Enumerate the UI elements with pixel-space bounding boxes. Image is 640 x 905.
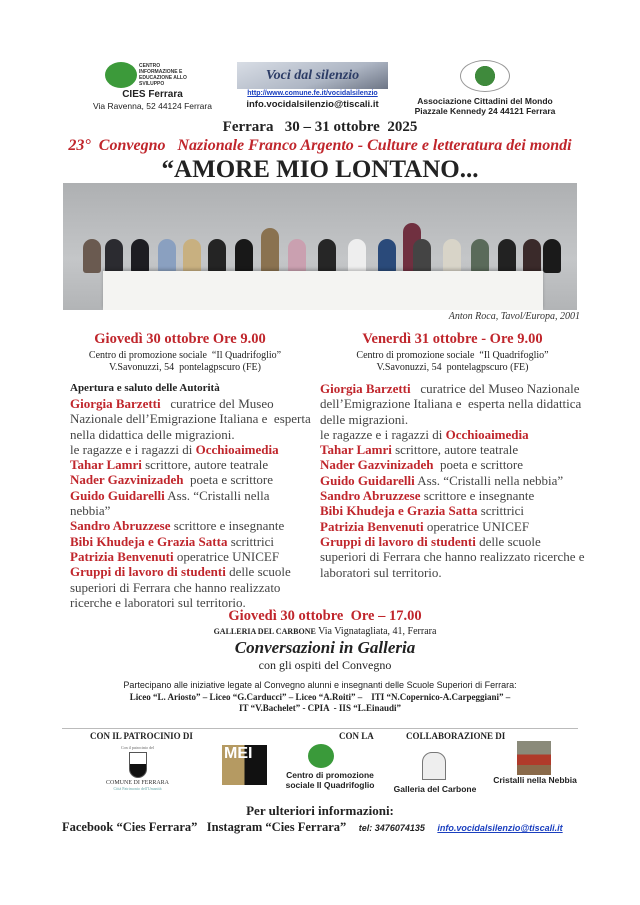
day1-venue: Centro di promozione sociale “Il Quadrifoglio” xyxy=(88,350,282,361)
day1-heading: Giovedì 30 ottobre Ore 9.00 xyxy=(94,331,266,347)
item-prefix: le ragazze e i ragazzi di xyxy=(70,441,196,457)
logo-line: EDUCAZIONE ALLO xyxy=(139,75,187,81)
speaker-name: Occhioaimedia xyxy=(195,441,279,457)
speaker-role: Ass. “Cristalli nella nebbia” xyxy=(414,472,564,488)
speaker-name: Bibi Khudeja e Grazia Satta xyxy=(320,503,478,519)
evening-heading: Giovedì 30 ottobre Ore – 17.00 xyxy=(228,608,422,624)
galleria-label: Galleria del Carbone xyxy=(393,784,477,794)
voci-email: info.vocidalsilenzio@tiscali.it xyxy=(246,99,379,110)
globe-logo-icon xyxy=(460,60,510,92)
day2-venue: Centro di promozione sociale “Il Quadrifoglio” xyxy=(356,350,549,361)
program-item xyxy=(320,534,588,580)
patrocinio-label: CON IL PATROCINIO DI xyxy=(90,731,193,741)
program-item xyxy=(70,549,312,564)
comune-top-text: Con il patrocinio del xyxy=(121,745,154,750)
speaker-name: Bibi Khudeja e Grazia Satta xyxy=(70,533,228,549)
program-item xyxy=(320,503,588,518)
cies-address: Via Ravenna, 52 44124 Ferrara xyxy=(93,101,212,111)
program-item xyxy=(70,488,312,519)
social-text: Facebook “Cies Ferrara” Instagram “Cies Ferrara” xyxy=(62,820,347,834)
quadrifoglio-label: Centro di promozione sociale Il Quadrifoglio xyxy=(285,770,375,790)
speaker-role: scrittore e insegnante xyxy=(170,518,285,534)
speaker-name: Nader Gazvinizadeh xyxy=(320,457,434,473)
cies-logo-mark xyxy=(105,62,137,88)
event-subtitle: 23° Convegno Nazionale Franco Argento - Culture e letteratura dei mondi xyxy=(68,137,572,154)
speaker-name: Sandro Abruzzese xyxy=(320,488,421,504)
speaker-name: Nader Gazvinizadeh xyxy=(70,472,184,488)
program-item xyxy=(70,457,312,472)
schools-line-2: IT “V.Bachelet” - CPIA - IIS “L.Einaudi” xyxy=(239,703,401,713)
day2-program xyxy=(320,381,588,580)
evening-subtitle: con gli ospiti del Convegno xyxy=(258,658,392,672)
cies-name: CIES Ferrara xyxy=(122,89,183,100)
evening-title: Conversazioni in Galleria xyxy=(234,638,416,657)
assoc-address: Piazzale Kennedy 24 44121 Ferrara xyxy=(414,106,556,116)
artwork-photo xyxy=(63,183,577,310)
cies-logo xyxy=(105,62,200,90)
comune-logo xyxy=(95,745,180,791)
logo-line: SVILUPPO xyxy=(139,81,165,87)
program-item xyxy=(320,381,588,427)
speaker-name: Tahar Lamri xyxy=(320,442,392,458)
program-item xyxy=(70,472,312,487)
schools-line-1: Liceo “L. Ariosto” – Liceo “G.Carducci” – Liceo “A.Roiti” – ITI “N.Copernico-A.Carpeggiani” – xyxy=(129,692,511,702)
quadrifoglio-logo-icon xyxy=(308,744,334,768)
speaker-role: scrittore, autore teatrale xyxy=(391,442,519,458)
day1-program xyxy=(70,396,312,610)
speaker-name: Gruppi di lavoro di studenti xyxy=(320,533,476,549)
day1-intro: Apertura e saluto delle Autorità xyxy=(70,382,220,394)
mei-logo: MEI xyxy=(222,745,267,785)
voci-link[interactable]: http://www.comune.fe.it/vocidalsilenzio xyxy=(247,90,378,97)
speaker-role: delle scuole superiori di Ferrara che hanno realizzato ricerche e laboratori sul territorio. xyxy=(70,564,295,610)
con-la-label: CON LA xyxy=(339,731,374,741)
speaker-name: Guido Guidarelli xyxy=(70,487,165,503)
coat-of-arms-icon xyxy=(129,752,147,778)
speaker-role: Ass. “Cristalli nella nebbia” xyxy=(70,487,273,519)
participants-text: Partecipano alle iniziative legate al Convegno alunni e insegnanti delle Scuole Superiori di Ferrara: xyxy=(123,680,517,690)
speaker-name: Patrizia Benvenuti xyxy=(70,548,174,564)
comune-name: COMUNE DI FERRARA xyxy=(105,780,169,786)
galleria-logo-icon xyxy=(422,752,446,780)
logo-line: INFORMAZIONE E xyxy=(139,69,183,75)
speaker-role: scrittrici xyxy=(477,503,525,519)
info-heading: Per ulteriori informazioni: xyxy=(246,803,394,818)
speaker-name: Gruppi di lavoro di studenti xyxy=(70,564,226,580)
day2-heading: Venerdì 31 ottobre - Ore 9.00 xyxy=(362,331,543,347)
speaker-role: operatrice UNICEF xyxy=(173,548,280,564)
speaker-role: poeta e scrittore xyxy=(183,472,274,488)
voci-logo: Voci dal silenzio xyxy=(237,62,388,89)
program-item xyxy=(70,564,312,610)
gallery-address: Via Vignatagliata, 41, Ferrara xyxy=(315,626,437,637)
program-item xyxy=(70,396,312,442)
speaker-name: Occhioaimedia xyxy=(445,426,529,442)
speaker-role: scrittore, autore teatrale xyxy=(141,457,269,473)
speaker-name: Tahar Lamri xyxy=(70,457,142,473)
day1-address: V.Savonuzzi, 54 pontelagpscuro (FE) xyxy=(108,362,261,373)
speaker-role: curatrice del Museo Nazionale dell’Emigrazione Italiana e esperta nella didattica delle migrazioni. xyxy=(320,381,585,427)
photo-caption: Anton Roca, Tavol/Europa, 2001 xyxy=(448,311,580,322)
speaker-name: Guido Guidarelli xyxy=(320,472,415,488)
speaker-name: Sandro Abruzzese xyxy=(70,518,171,534)
program-item xyxy=(320,473,588,488)
speaker-role: operatrice UNICEF xyxy=(423,518,530,534)
assoc-name: Associazione Cittadini del Mondo xyxy=(417,96,553,106)
speaker-name: Giorgia Barzetti xyxy=(320,381,411,396)
program-item xyxy=(70,534,312,549)
program-item xyxy=(70,442,312,457)
speaker-role: delle scuole superiori di Ferrara che hanno realizzato ricerche e laboratori sul territorio. xyxy=(320,533,588,580)
speaker-name: Giorgia Barzetti xyxy=(70,396,161,411)
divider xyxy=(62,728,578,729)
program-item xyxy=(70,518,312,533)
speaker-name: Patrizia Benvenuti xyxy=(320,518,424,534)
speaker-role: curatrice del Museo Nazionale dell’Emigrazione Italiana e esperta nella didattica delle migrazioni. xyxy=(70,396,314,442)
email-link[interactable]: info.vocidalsilenzio@tiscali.it xyxy=(437,823,563,833)
cristalli-label: Cristalli nella Nebbia xyxy=(493,775,577,785)
speaker-role: poeta e scrittore xyxy=(433,457,524,473)
cies-logo-text xyxy=(139,63,187,87)
event-title: “AMORE MIO LONTANO... xyxy=(161,156,479,183)
day2-address: V.Savonuzzi, 54 pontelagpscuro (FE) xyxy=(376,362,529,373)
program-item xyxy=(320,519,588,534)
logo-line: CENTRO xyxy=(139,63,161,69)
contacts xyxy=(62,820,602,835)
cristalli-logo-icon xyxy=(517,741,551,775)
comune-sub: Città Patrimonio dell'Umanità xyxy=(113,786,162,791)
speaker-role: scrittrici xyxy=(227,533,275,549)
program-item xyxy=(320,488,588,503)
program-item xyxy=(320,427,588,442)
program-item xyxy=(320,442,588,457)
speaker-role: scrittore e insegnante xyxy=(420,488,535,504)
item-prefix: le ragazze e i ragazzi di xyxy=(320,426,446,442)
program-item xyxy=(320,457,588,472)
event-dates: Ferrara 30 – 31 ottobre 2025 xyxy=(222,119,418,135)
phone: tel: 3476074135 xyxy=(358,823,425,833)
gallery-name: GALLERIA DEL CARBONE xyxy=(213,627,316,636)
evening-venue xyxy=(0,626,640,637)
collaborazione-label: COLLABORAZIONE DI xyxy=(406,731,506,741)
